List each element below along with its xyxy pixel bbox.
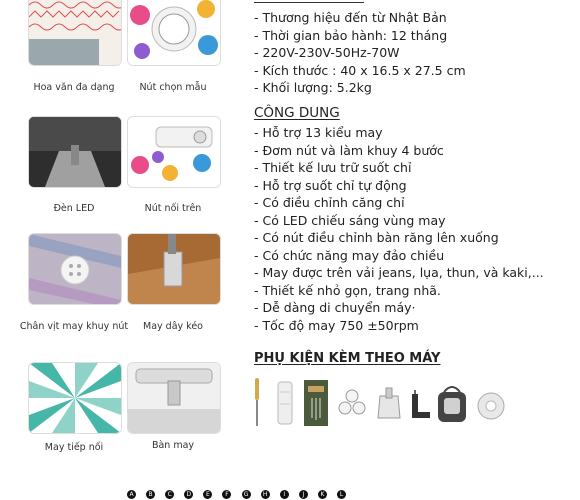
feature-item: - Thiết kế lưu trữ suốt chỉ	[254, 160, 412, 175]
feature-item: - Hỗ trợ suốt chỉ tự động	[254, 178, 407, 193]
accessory-labels	[127, 481, 351, 500]
bobbins-icon	[338, 378, 366, 428]
feature-item: - Có LED chiếu sáng vùng may	[254, 213, 446, 228]
accessory-bobbins	[338, 378, 366, 428]
image-zipper	[127, 233, 221, 305]
sewing-machine-top-icon	[128, 117, 220, 187]
feature-item: - Có chức năng may đảo chiều	[254, 248, 445, 263]
feature-item: - Tốc độ may 750 ±50rpm	[254, 318, 419, 333]
accessory-seam-guide	[408, 378, 432, 428]
feature-item: - Hỗ trợ 13 kiểu may	[254, 125, 383, 140]
accessory-label-a: A	[127, 490, 136, 499]
spec-weight: - Khối lượng: 5.2kg	[254, 80, 372, 95]
feature-item: - May được trên vải jeans, lụa, thun, và kaki,...	[254, 265, 544, 280]
accessories-title: PHỤ KIỆN KÈM THEO MÁY	[254, 351, 441, 366]
stitch-pattern-icon	[29, 0, 121, 65]
accessory-presser-foot	[376, 378, 402, 428]
image-patchwork	[28, 362, 122, 434]
button-icon	[29, 234, 121, 304]
accessory-foot-pedal	[436, 378, 468, 428]
caption-zipper: May dây kéo	[143, 321, 203, 332]
image-top-button	[127, 116, 221, 188]
accessory-label-e: E	[203, 490, 212, 499]
feature-item: - Thiết kế nhỏ gọn, trang nhã.	[254, 283, 441, 298]
accessory-label-i: I	[280, 490, 289, 499]
foot-pedal-icon	[436, 378, 468, 428]
caption-buttonhole: Chân vịt may khuy nút	[19, 321, 129, 332]
accessory-label-c: C	[165, 490, 174, 499]
image-pattern-stitches	[28, 0, 122, 66]
accessory-needle-pack	[304, 378, 328, 428]
accessory-label-d: D	[184, 490, 193, 499]
seam-guide-icon	[408, 378, 432, 428]
caption-led: Đèn LED	[53, 203, 95, 214]
caption-selector: Nút chọn mẫu	[139, 82, 207, 93]
accessory-label-j: J	[299, 490, 308, 499]
spec-size: - Kích thước : 40 x 16.5 x 27.5 cm	[254, 63, 466, 78]
accessory-spool	[276, 378, 294, 428]
sewing-machine-icon	[128, 363, 220, 433]
thread-spool-icon	[276, 378, 294, 428]
zipper-foot-icon	[128, 234, 220, 304]
needle-pack-icon	[304, 378, 328, 428]
image-sewing-table	[127, 362, 221, 434]
caption-top-button: Nút nối trên	[144, 203, 202, 214]
accessory-disc	[476, 378, 506, 428]
feature-item: - Đơm nút và làm khuy 4 bước	[254, 143, 444, 158]
accessory-label-l: L	[337, 490, 346, 499]
accessory-label-h: H	[261, 490, 270, 499]
image-led	[28, 116, 122, 188]
screwdriver-icon	[252, 378, 262, 428]
caption-table: Bàn may	[151, 440, 195, 451]
feature-item: - Dễ dàng di chuyển máy·	[254, 300, 416, 315]
heading-underline	[254, 2, 364, 3]
feature-item: - Có nút điều chỉnh bàn răng lên xuống	[254, 230, 499, 245]
dial-icon	[128, 0, 220, 65]
accessory-label-g: G	[242, 490, 251, 499]
accessory-label-b: B	[146, 490, 155, 499]
accessory-screwdriver	[252, 378, 262, 428]
features-title: CÔNG DUNG	[254, 105, 340, 121]
spec-warranty: - Thời gian bảo hành: 12 tháng	[254, 28, 448, 43]
spec-brand: - Thương hiệu đến từ Nhật Bản	[254, 10, 447, 25]
image-buttonhole-foot	[28, 233, 122, 305]
patchwork-quilt-icon	[29, 363, 121, 433]
accessory-label-f: F	[222, 490, 231, 499]
feature-item: - Có điều chỉnh căng chỉ	[254, 195, 405, 210]
caption-patchwork: May tiếp nối	[44, 442, 104, 453]
disc-icon	[476, 378, 506, 428]
accessory-label-k: K	[318, 490, 327, 499]
caption-patterns: Hoa văn đa dạng	[33, 82, 115, 93]
led-light-icon	[29, 117, 121, 187]
image-pattern-selector	[127, 0, 221, 66]
presser-foot-icon	[376, 378, 402, 428]
spec-power: - 220V-230V-50Hz-70W	[254, 45, 400, 60]
